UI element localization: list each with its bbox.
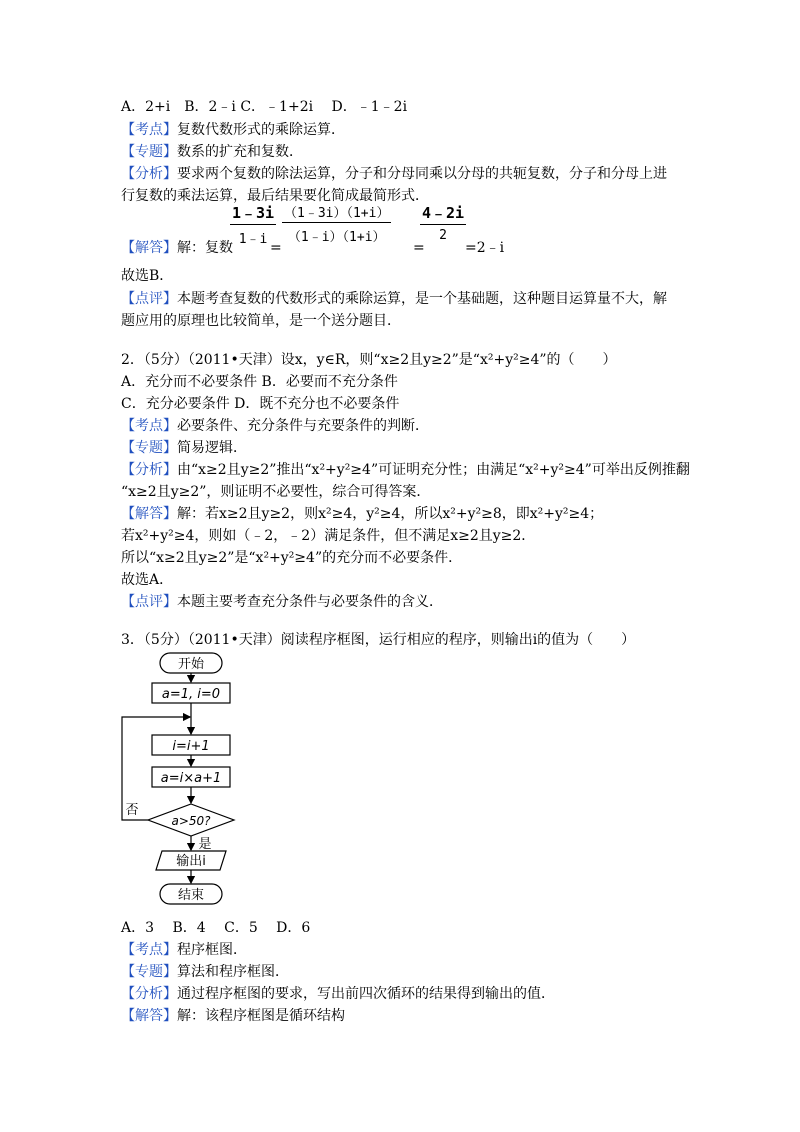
fraction-3-denominator: 2	[439, 228, 447, 243]
equals-sign-2: =	[413, 240, 425, 256]
fenxi-tag: 【分析】	[121, 462, 177, 478]
flow-step2-label: a=i×a+1	[160, 771, 222, 786]
jieda-text: 解：该程序框图是循环结构	[177, 1008, 345, 1024]
zhuanti-tag: 【专题】	[121, 964, 177, 980]
q2-jieda-line3: 所以“x≥2且y≥2”是“x²+y²≥4”的充分而不必要条件．	[121, 550, 463, 566]
kaodian-tag: 【考点】	[121, 122, 177, 138]
q3-kaodian	[121, 940, 247, 960]
kaodian-text: 程序框图．	[177, 942, 247, 958]
flow-init-label: a=1, i=0	[161, 687, 221, 702]
fraction-3-numerator: 4﹣2i	[420, 202, 466, 225]
zhuanti-tag: 【专题】	[121, 144, 177, 160]
flow-no-label: 否	[125, 803, 139, 818]
q2-jieda	[121, 504, 603, 524]
jieda-text: 解：复数	[177, 240, 233, 256]
fraction-2	[282, 202, 391, 245]
jieda-tag: 【解答】	[121, 506, 177, 522]
q2-zhuanti	[121, 438, 247, 458]
fenxi-text: 由“x≥2且y≥2”推出“x²+y²≥4”可证明充分性；由满足“x²+y²≥4”可举出反例推翻	[177, 462, 690, 478]
q2-kaodian	[121, 416, 429, 436]
flow-step1-label: i=i+1	[172, 739, 210, 754]
q3-stem: 3．（5分）（2011•天津）阅读程序框图，运行相应的程序，则输出i的值为（ ）	[121, 632, 636, 648]
q1-zhuanti	[121, 142, 303, 162]
fenxi-tag: 【分析】	[121, 986, 177, 1002]
q2-options-cd: C．充分必要条件 D．既不充分也不必要条件	[121, 396, 400, 412]
q1-result: =2﹣i	[465, 240, 505, 256]
kaodian-tag: 【考点】	[121, 418, 177, 434]
flow-yes-label: 是	[198, 837, 212, 852]
kaodian-tag: 【考点】	[121, 942, 177, 958]
q3-fenxi	[121, 984, 555, 1004]
q1-kaodian	[121, 120, 345, 140]
fenxi-text: 通过程序框图的要求，写出前四次循环的结果得到输出的值．	[177, 986, 555, 1002]
q2-dianping	[121, 592, 443, 612]
fraction-2-denominator: （1﹣i）（1+i）	[287, 230, 386, 245]
zhuanti-text: 简易逻辑．	[177, 440, 247, 456]
fraction-1-denominator: 1﹣i	[238, 232, 268, 247]
dianping-tag: 【点评】	[121, 291, 177, 307]
q1-conclusion: 故选B．	[121, 268, 174, 284]
q1-fenxi-cont: 行复数的乘法运算，最后结果要化简成最简形式．	[121, 188, 429, 204]
flow-start-label: 开始	[177, 657, 205, 672]
jieda-text: 解：若x≥2且y≥2，则x²≥4，y²≥4，所以x²+y²≥8，即x²+y²≥4；	[177, 506, 604, 522]
dianping-tag: 【点评】	[121, 594, 177, 610]
flow-output-label: 输出i	[176, 854, 206, 869]
equals-sign-1: =	[270, 240, 282, 256]
jieda-tag: 【解答】	[121, 240, 177, 256]
q2-fenxi	[121, 460, 690, 480]
fraction-3	[420, 202, 466, 243]
q3-options: A．3 B．4 C．5 D．6	[121, 920, 311, 936]
q2-conclusion: 故选A．	[121, 572, 174, 588]
flow-end-label: 结束	[177, 888, 205, 903]
q2-jieda-line2: 若x²+y²≥4，则如（﹣2，﹣2）满足条件，但不满足x≥2且y≥2．	[121, 528, 536, 544]
q2-options-ab: A．充分而不必要条件 B．必要而不充分条件	[121, 374, 398, 390]
q1-jieda	[121, 238, 233, 258]
q1-options: A．2+i B．2﹣i C．﹣1+2i D．﹣1﹣2i	[121, 99, 408, 115]
zhuanti-text: 算法和程序框图．	[177, 964, 289, 980]
q1-dianping	[121, 289, 667, 309]
fraction-2-numerator: （1﹣3i）（1+i）	[282, 202, 391, 223]
flowchart	[110, 650, 250, 912]
jieda-tag: 【解答】	[121, 1008, 177, 1024]
flow-cond-label: a>50?	[171, 814, 211, 828]
kaodian-text: 必要条件、充分条件与充要条件的判断．	[177, 418, 429, 434]
q1-fenxi	[121, 164, 667, 184]
q3-jieda	[121, 1006, 345, 1026]
zhuanti-text: 数系的扩充和复数．	[177, 144, 303, 160]
dianping-text: 本题考查复数的代数形式的乘除运算，是一个基础题，这种题目运算量不大，解	[177, 291, 667, 307]
zhuanti-tag: 【专题】	[121, 440, 177, 456]
fenxi-tag: 【分析】	[121, 166, 177, 182]
q1-dianping-cont: 题应用的原理也比较简单，是一个送分题目．	[121, 313, 401, 329]
kaodian-text: 复数代数形式的乘除运算．	[177, 122, 345, 138]
q2-fenxi-cont: “x≥2且y≥2”，则证明不必要性，综合可得答案．	[121, 484, 431, 500]
dianping-text: 本题主要考查充分条件与必要条件的含义．	[177, 594, 443, 610]
q2-stem: 2．（5分）（2011•天津）设x，y∈R，则“x≥2且y≥2”是“x²+y²≥4”的（ ）	[121, 352, 617, 368]
fenxi-text: 要求两个复数的除法运算，分子和分母同乘以分母的共轭复数，分子和分母上进	[177, 166, 667, 182]
fraction-1-numerator: 1﹣3i	[230, 202, 276, 225]
q3-zhuanti	[121, 962, 289, 982]
